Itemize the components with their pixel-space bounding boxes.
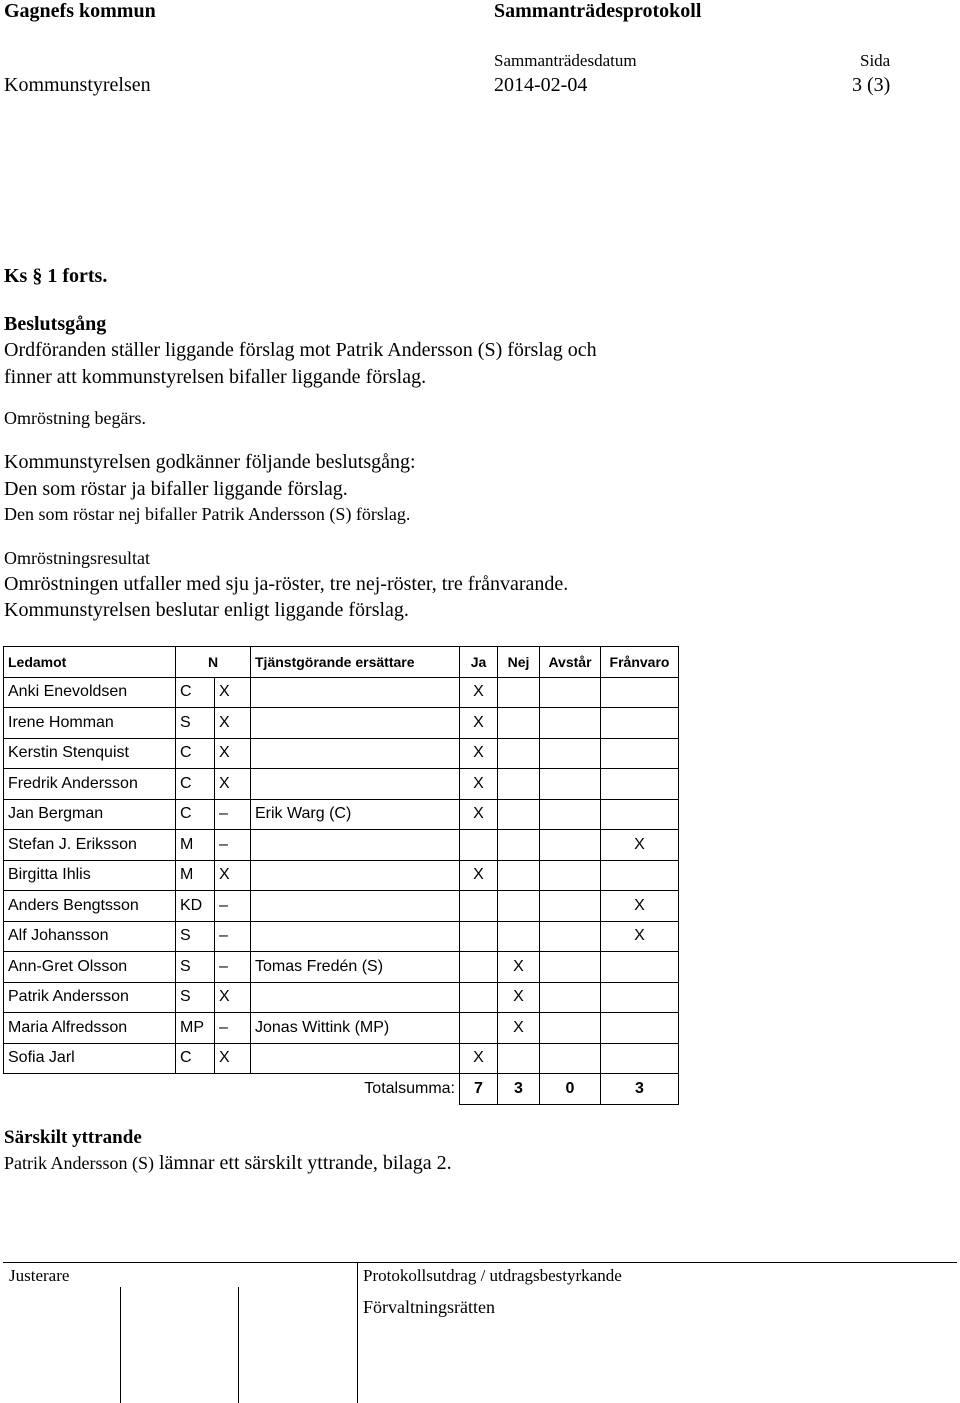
avstar-cell	[540, 921, 601, 952]
name-cell: Ann-Gret Olsson	[4, 952, 176, 983]
n-cell: –	[215, 830, 251, 861]
substitute-cell: Erik Warg (C)	[251, 799, 460, 830]
avstar-cell	[540, 891, 601, 922]
vote-table-row	[4, 891, 679, 922]
statement-text	[4, 1152, 452, 1175]
ja-cell: X	[460, 799, 498, 830]
avstar-cell	[540, 769, 601, 800]
avstar-cell	[540, 738, 601, 769]
name-cell: Maria Alfredsson	[4, 1013, 176, 1044]
footer-rule	[3, 1262, 957, 1263]
n-cell: X	[215, 982, 251, 1013]
header-substitute: Tjänstgörande ersättare	[251, 647, 460, 678]
signature-divider-2	[238, 1287, 239, 1403]
franvaro-cell	[601, 952, 679, 983]
signature-divider-1	[120, 1287, 121, 1403]
substitute-cell	[251, 677, 460, 708]
total-franvaro: 3	[601, 1074, 679, 1105]
n-cell: –	[215, 799, 251, 830]
party-cell: S	[176, 952, 215, 983]
ja-cell: X	[460, 738, 498, 769]
statement-rest: lämnar ett särskilt yttrande, bilaga 2.	[154, 1152, 452, 1174]
ja-cell: X	[460, 677, 498, 708]
total-label: Totalsumma:	[4, 1074, 460, 1105]
vote-table-row	[4, 921, 679, 952]
n-cell: X	[215, 769, 251, 800]
vote-table-row	[4, 830, 679, 861]
footer-divider	[357, 1262, 358, 1403]
nej-cell	[498, 1043, 540, 1074]
n-cell: X	[215, 708, 251, 739]
vote-table	[3, 646, 679, 1105]
party-cell: C	[176, 799, 215, 830]
page-number: 3 (3)	[852, 74, 891, 96]
substitute-cell	[251, 738, 460, 769]
name-cell: Birgitta Ihlis	[4, 860, 176, 891]
ja-cell	[460, 982, 498, 1013]
header-nej: Nej	[498, 647, 540, 678]
n-cell: X	[215, 860, 251, 891]
franvaro-cell	[601, 738, 679, 769]
vote-table-header	[4, 647, 679, 678]
justerare-label: Justerare	[9, 1266, 70, 1285]
avstar-cell	[540, 1013, 601, 1044]
name-cell: Anki Enevoldsen	[4, 677, 176, 708]
n-cell: –	[215, 1013, 251, 1044]
beslutsgang-line-1: Ordföranden ställer liggande förslag mot Patrik Andersson (S) förslag och	[4, 339, 597, 361]
ja-cell	[460, 952, 498, 983]
vote-table-row	[4, 769, 679, 800]
party-cell: S	[176, 708, 215, 739]
substitute-cell	[251, 860, 460, 891]
nej-cell	[498, 738, 540, 769]
page-label: Sida	[860, 51, 891, 70]
party-cell: M	[176, 830, 215, 861]
avstar-cell	[540, 1043, 601, 1074]
substitute-cell: Tomas Fredén (S)	[251, 952, 460, 983]
vote-table-row	[4, 799, 679, 830]
ja-cell: X	[460, 1043, 498, 1074]
vote-table-row	[4, 738, 679, 769]
vote-table-row	[4, 708, 679, 739]
statement-title: Särskilt yttrande	[4, 1127, 142, 1148]
avstar-cell	[540, 830, 601, 861]
party-cell: S	[176, 921, 215, 952]
franvaro-cell: X	[601, 830, 679, 861]
franvaro-cell	[601, 982, 679, 1013]
document-type: Sammanträdesprotokoll	[494, 0, 702, 22]
avstar-cell	[540, 952, 601, 983]
nej-cell	[498, 891, 540, 922]
header-ja: Ja	[460, 647, 498, 678]
result-line: Omröstningen utfaller med sju ja-röster, tre nej-röster, tre frånvarande.	[4, 573, 569, 595]
franvaro-cell	[601, 860, 679, 891]
franvaro-cell	[601, 708, 679, 739]
vote-table-row	[4, 1013, 679, 1044]
nej-cell: X	[498, 982, 540, 1013]
name-cell: Stefan J. Eriksson	[4, 830, 176, 861]
n-cell: X	[215, 738, 251, 769]
decision-line: Kommunstyrelsen beslutar enligt liggande förslag.	[4, 599, 409, 621]
party-cell: KD	[176, 891, 215, 922]
n-cell: –	[215, 921, 251, 952]
franvaro-cell	[601, 1013, 679, 1044]
ja-cell: X	[460, 769, 498, 800]
vote-table-row	[4, 1043, 679, 1074]
party-cell: S	[176, 982, 215, 1013]
name-cell: Kerstin Stenquist	[4, 738, 176, 769]
party-cell: C	[176, 677, 215, 708]
ja-proposition: Den som röstar ja bifaller liggande förslag.	[4, 478, 348, 500]
ja-cell	[460, 891, 498, 922]
party-cell: C	[176, 738, 215, 769]
header-n: N	[176, 647, 251, 678]
party-cell: MP	[176, 1013, 215, 1044]
header-ledamot: Ledamot	[4, 647, 176, 678]
nej-cell	[498, 860, 540, 891]
utdrag-label: Protokollsutdrag / utdragsbestyrkande	[363, 1266, 622, 1285]
substitute-cell	[251, 891, 460, 922]
beslutsgang-title: Beslutsgång	[4, 313, 107, 335]
nej-cell: X	[498, 1013, 540, 1044]
franvaro-cell: X	[601, 891, 679, 922]
vote-table-row	[4, 982, 679, 1013]
total-avstar: 0	[540, 1074, 601, 1105]
substitute-cell	[251, 982, 460, 1013]
name-cell: Jan Bergman	[4, 799, 176, 830]
n-cell: X	[215, 677, 251, 708]
vote-rows	[4, 677, 679, 1074]
nej-cell	[498, 799, 540, 830]
nej-cell	[498, 921, 540, 952]
avstar-cell	[540, 799, 601, 830]
body-name: Kommunstyrelsen	[4, 74, 151, 96]
section-ref: Ks § 1 forts.	[4, 265, 108, 287]
omrostning-begars: Omröstning begärs.	[4, 408, 146, 428]
substitute-cell	[251, 708, 460, 739]
nej-cell: X	[498, 952, 540, 983]
ja-cell	[460, 1013, 498, 1044]
substitute-cell	[251, 769, 460, 800]
name-cell: Sofia Jarl	[4, 1043, 176, 1074]
name-cell: Irene Homman	[4, 708, 176, 739]
beslutsgang-approved: Kommunstyrelsen godkänner följande beslutsgång:	[4, 451, 416, 473]
total-ja: 7	[460, 1074, 498, 1105]
ja-cell	[460, 830, 498, 861]
statement-author: Patrik Andersson (S)	[4, 1153, 154, 1173]
substitute-cell	[251, 921, 460, 952]
avstar-cell	[540, 708, 601, 739]
avstar-cell	[540, 677, 601, 708]
franvaro-cell	[601, 1043, 679, 1074]
party-cell: C	[176, 1043, 215, 1074]
date-label: Sammanträdesdatum	[494, 51, 637, 70]
vote-table-row	[4, 677, 679, 708]
substitute-cell	[251, 830, 460, 861]
franvaro-cell	[601, 799, 679, 830]
name-cell: Fredrik Andersson	[4, 769, 176, 800]
vote-table-row	[4, 952, 679, 983]
nej-cell	[498, 708, 540, 739]
n-cell: –	[215, 952, 251, 983]
party-cell: C	[176, 769, 215, 800]
totals-row	[4, 1074, 679, 1105]
result-title: Omröstningsresultat	[4, 548, 150, 568]
substitute-cell	[251, 1043, 460, 1074]
n-cell: –	[215, 891, 251, 922]
name-cell: Alf Johansson	[4, 921, 176, 952]
nej-cell	[498, 677, 540, 708]
franvaro-cell	[601, 769, 679, 800]
header-avstar: Avstår	[540, 647, 601, 678]
name-cell: Anders Bengtsson	[4, 891, 176, 922]
ja-cell: X	[460, 708, 498, 739]
avstar-cell	[540, 860, 601, 891]
nej-cell	[498, 769, 540, 800]
nej-proposition: Den som röstar nej bifaller Patrik Andersson (S) förslag.	[4, 504, 411, 524]
party-cell: M	[176, 860, 215, 891]
avstar-cell	[540, 982, 601, 1013]
header-franvaro: Frånvaro	[601, 647, 679, 678]
recipient-label: Förvaltningsrätten	[363, 1297, 495, 1317]
beslutsgang-line-2: finner att kommunstyrelsen bifaller liggande förslag.	[4, 366, 427, 388]
franvaro-cell: X	[601, 921, 679, 952]
ja-cell: X	[460, 860, 498, 891]
meeting-date: 2014-02-04	[494, 74, 588, 96]
n-cell: X	[215, 1043, 251, 1074]
total-nej: 3	[498, 1074, 540, 1105]
substitute-cell: Jonas Wittink (MP)	[251, 1013, 460, 1044]
name-cell: Patrik Andersson	[4, 982, 176, 1013]
ja-cell	[460, 921, 498, 952]
nej-cell	[498, 830, 540, 861]
vote-table-row	[4, 860, 679, 891]
municipality-name: Gagnefs kommun	[4, 0, 156, 22]
franvaro-cell	[601, 677, 679, 708]
